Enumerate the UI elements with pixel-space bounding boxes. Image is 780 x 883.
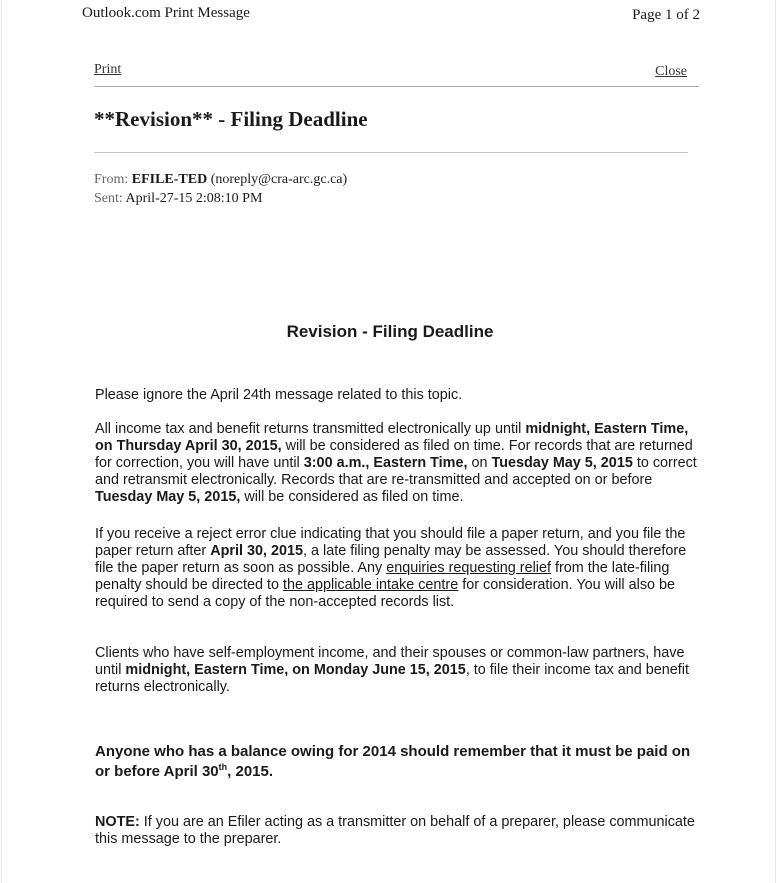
paragraph-deadline: All income tax and benefit returns transmitted electronically up until midnight, Eastern Time, on Thursday April 30, 2015, will be considered as filed on time. For records that are returned for correction, you will have until 3:00 a.m., Eastern Time, on Tuesday May 5, 2015 to correct and retransmit electronically. Records that are re-transmitted and accepted on or before Tuesday May 5, 2015, will be considered as filed on time. — [95, 421, 697, 505]
print-link[interactable]: Print — [94, 62, 122, 77]
header-divider — [94, 86, 699, 87]
from-row — [94, 172, 347, 188]
paragraph-balance-owing: Anyone who has a balance owing for 2014 should remember that it must be paid on or before April 30th, 2015. — [95, 743, 691, 780]
sent-value: April-27-15 2:08:10 PM — [125, 191, 263, 206]
from-label: From: — [94, 172, 129, 187]
enquiries-relief-link[interactable]: enquiries requesting relief — [386, 560, 551, 576]
paragraph-self-employment: Clients who have self-employment income, and their spouses or common-law partners, have until midnight, Eastern Time, on Monday June 15, 2015, to file their income tax and benefit returns electronically. — [95, 645, 689, 695]
sender-name: EFILE-TED — [131, 172, 208, 187]
message-subject: **Revision** - Filing Deadline — [94, 107, 368, 131]
from-value — [132, 172, 347, 187]
subject-divider — [94, 152, 688, 153]
page-indicator: Page 1 of 2 — [632, 7, 700, 23]
paragraph-note: NOTE: If you are an Efiler acting as a transmitter on behalf of a preparer, please communicate this message to the preparer. — [95, 814, 695, 847]
close-link[interactable]: Close — [655, 64, 687, 79]
sent-label: Sent: — [94, 191, 123, 206]
paragraph-paper-return: If you receive a reject error clue indicating that you should file a paper return, and you file the paper return after April 30, 2015, a late filing penalty may be assessed. You should therefore file the paper return as soon as possible. Any enquiries requesting relief from the late-filing penalty should be directed to the applicable intake centre for consideration. You will also be required to send a copy of the non-accepted records list. — [95, 526, 687, 610]
body-title: Revision - Filing Deadline — [286, 322, 494, 341]
intake-centre-link[interactable]: the applicable intake centre — [283, 577, 459, 593]
print-header-title: Outlook.com Print Message — [82, 5, 250, 21]
paragraph-ignore-notice: Please ignore the April 24th message related to this topic. — [95, 387, 463, 403]
sent-row — [94, 191, 262, 207]
sender-email: (noreply@cra-arc.gc.ca) — [210, 172, 348, 187]
